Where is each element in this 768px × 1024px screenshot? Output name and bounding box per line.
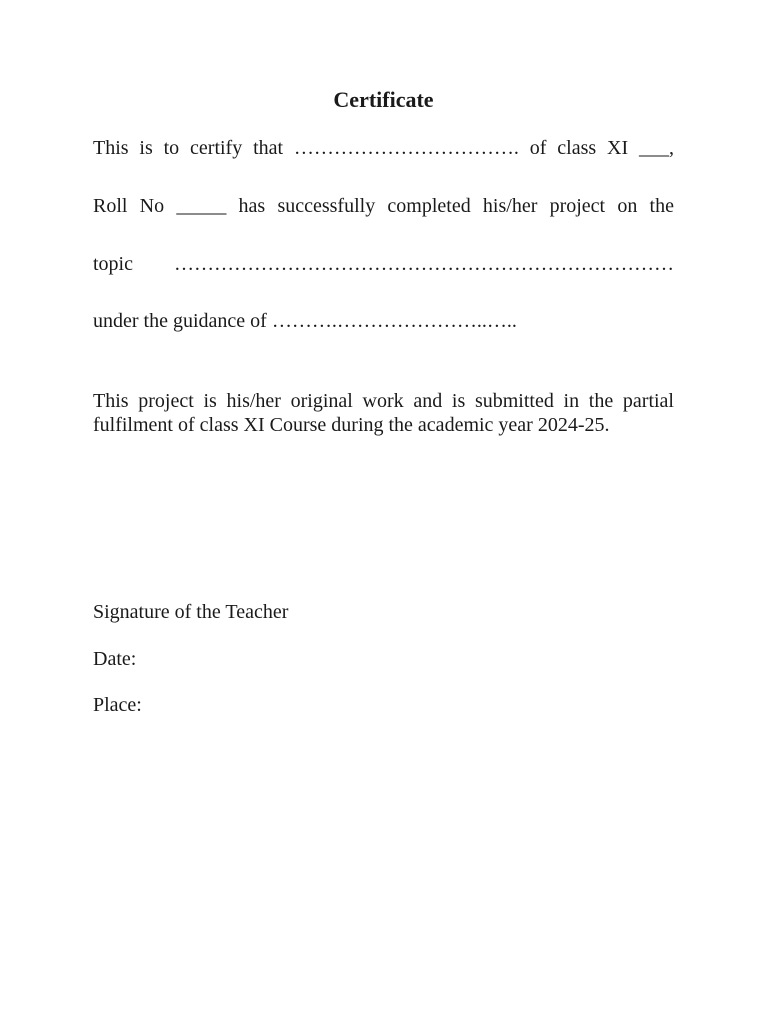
page-title: Certificate — [333, 87, 434, 112]
topic-line: topic ………………………………………………………………… — [93, 253, 674, 275]
certify-line: This is to certify that ……………………………. of class XI ___, — [93, 137, 674, 159]
place-label: Place: — [93, 694, 142, 716]
original-work-paragraph: This project is his/her original work and is submitted in the partial fulfilment of class XI Course during the academic year 2024-25. — [93, 390, 674, 436]
roll-no-line: Roll No _____ has successfully completed his/her project on the — [93, 195, 674, 217]
date-label: Date: — [93, 648, 137, 670]
guidance-line: under the guidance of ……….…………………..….. — [93, 310, 517, 332]
teacher-signature-label: Signature of the Teacher — [93, 601, 289, 623]
